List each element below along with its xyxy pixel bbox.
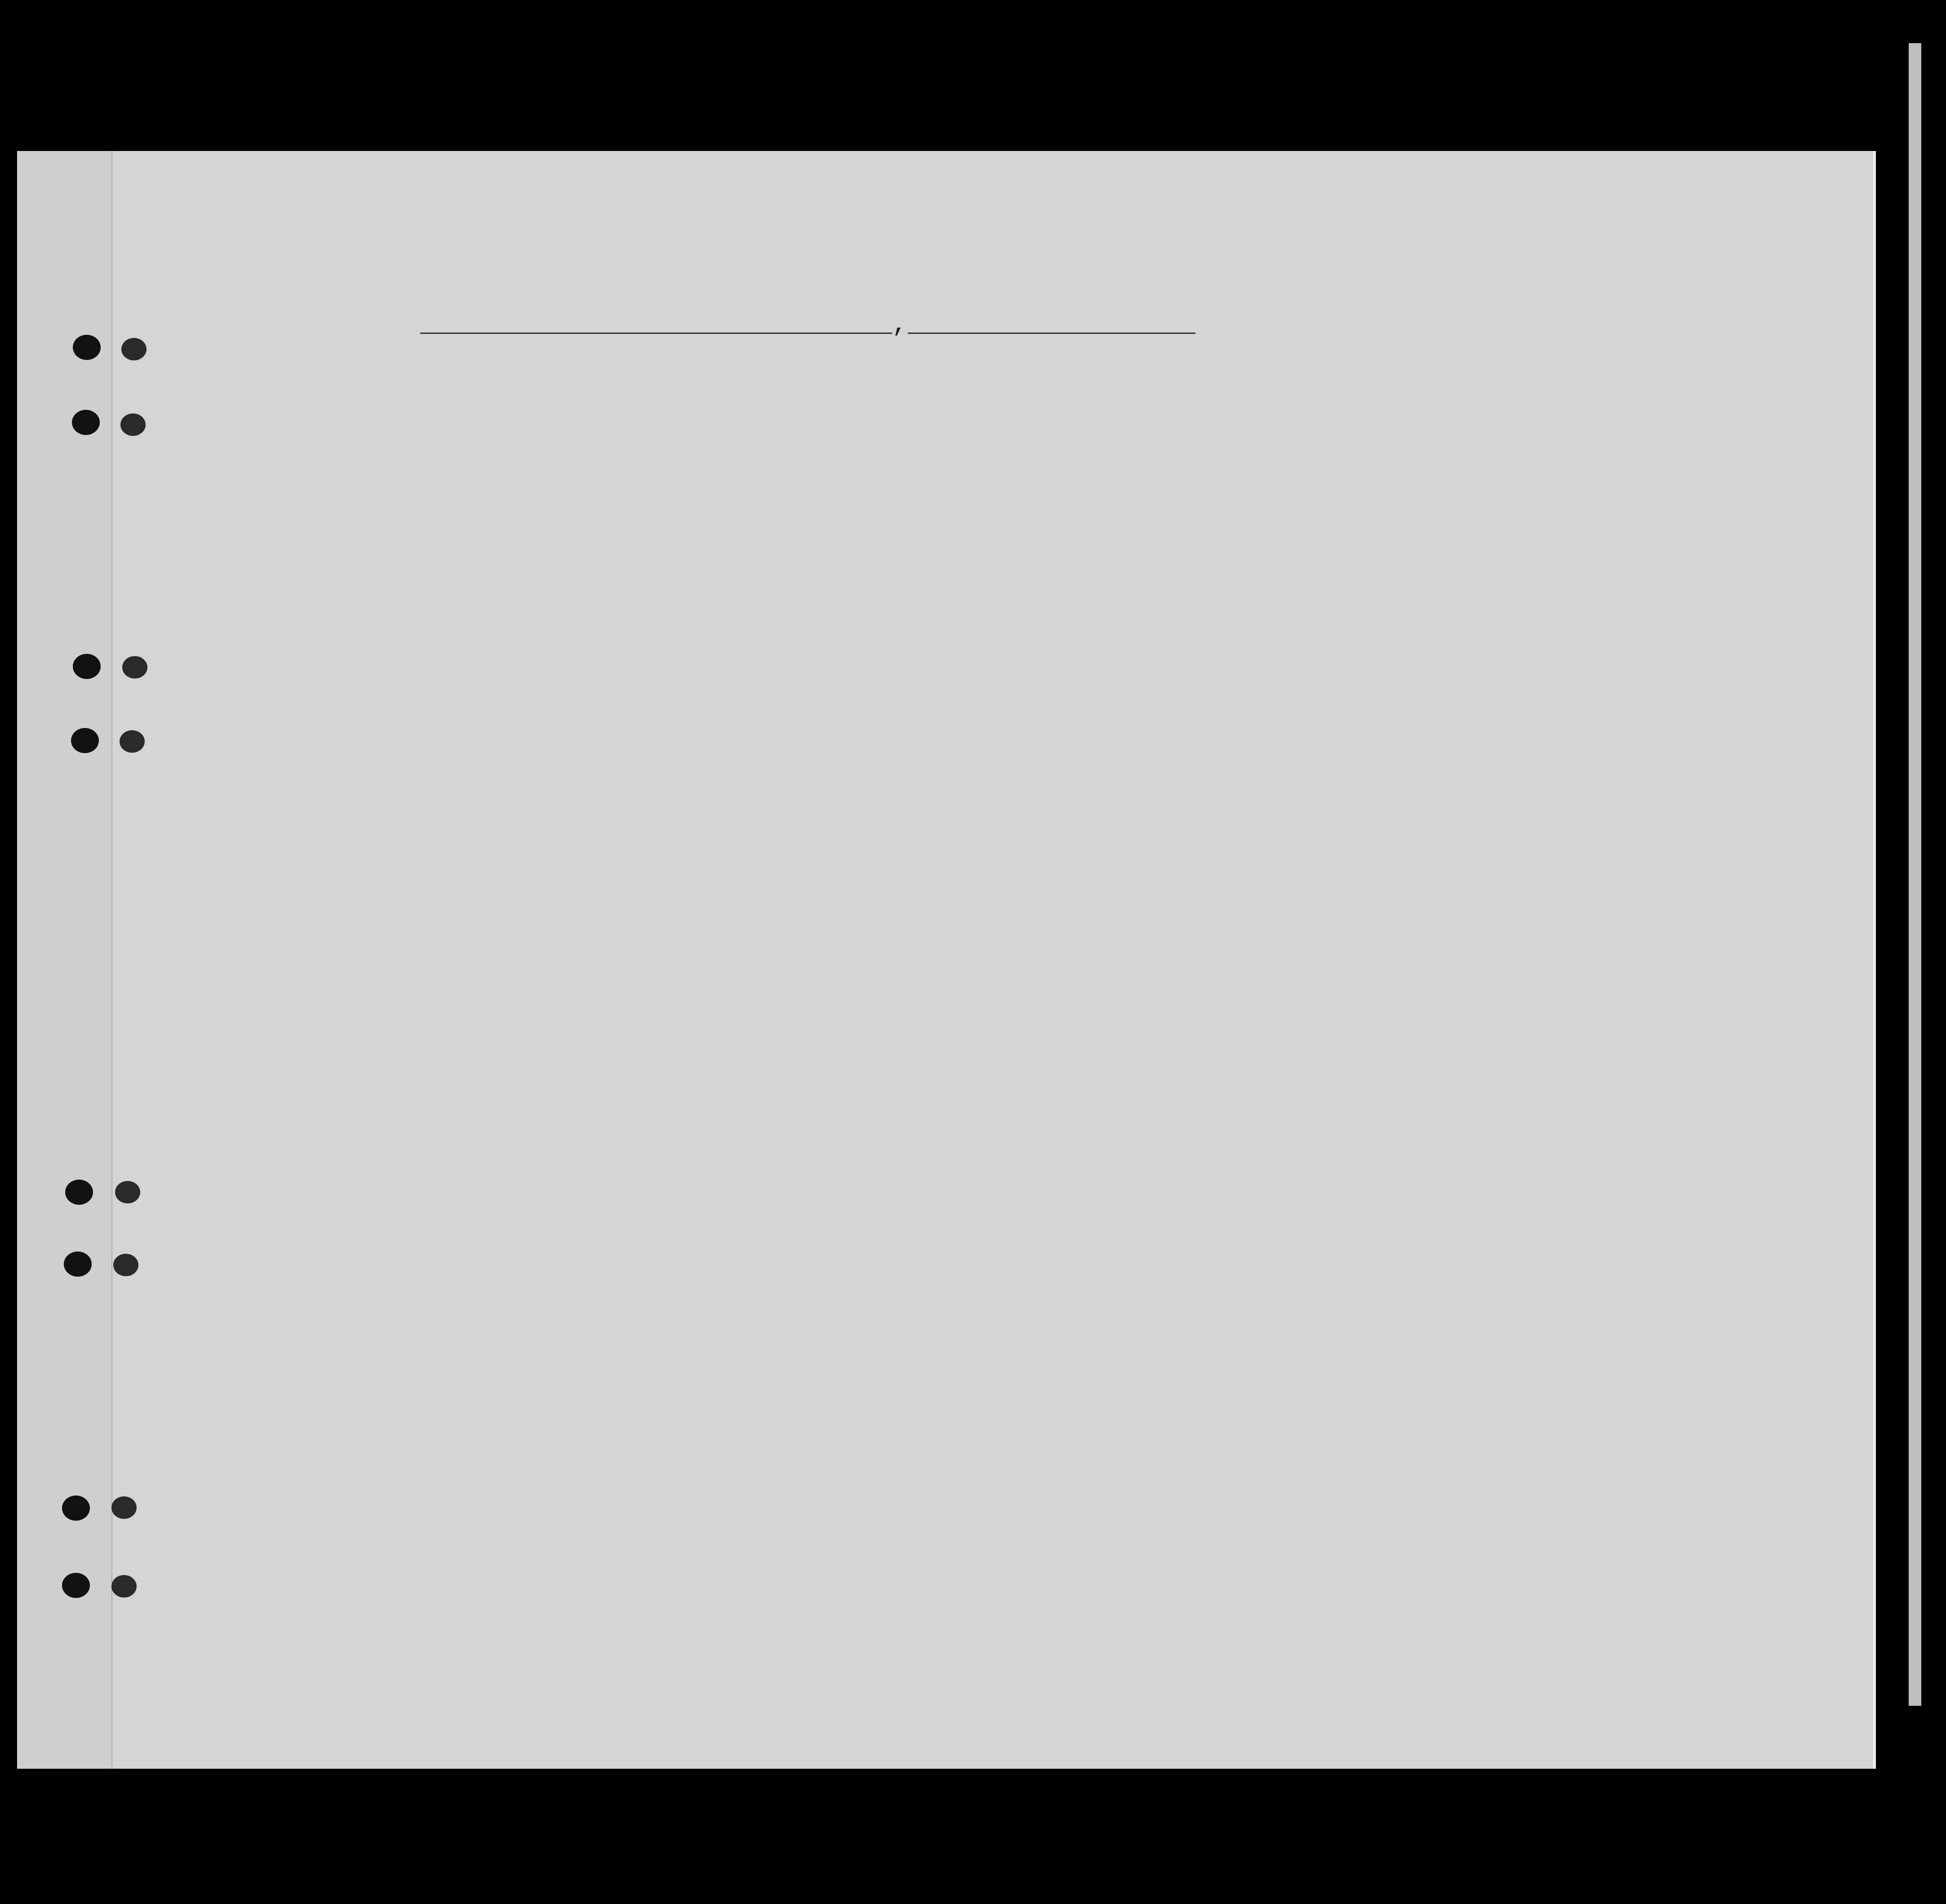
punch-hole [73,654,101,679]
previous-page-edge [17,151,112,1769]
punch-hole [122,656,147,679]
punch-hole [62,1496,90,1521]
comma: , [892,310,907,339]
punch-hole [65,1180,93,1205]
punch-hole [62,1573,90,1598]
punch-hole [111,1496,137,1519]
punch-hole [64,1252,92,1277]
page-stack-edge [1909,43,1921,1706]
punch-hole [120,413,146,436]
punch-hole [71,728,99,753]
manifest-sheet [17,151,1876,1769]
punch-hole [121,338,147,360]
punch-hole [120,730,145,753]
punch-hole [113,1254,138,1276]
punch-hole [115,1181,140,1203]
punch-hole [73,335,101,360]
punch-hole [111,1575,137,1598]
punch-hole [72,410,100,435]
port-underline [420,333,892,334]
date-underline [908,333,1195,334]
